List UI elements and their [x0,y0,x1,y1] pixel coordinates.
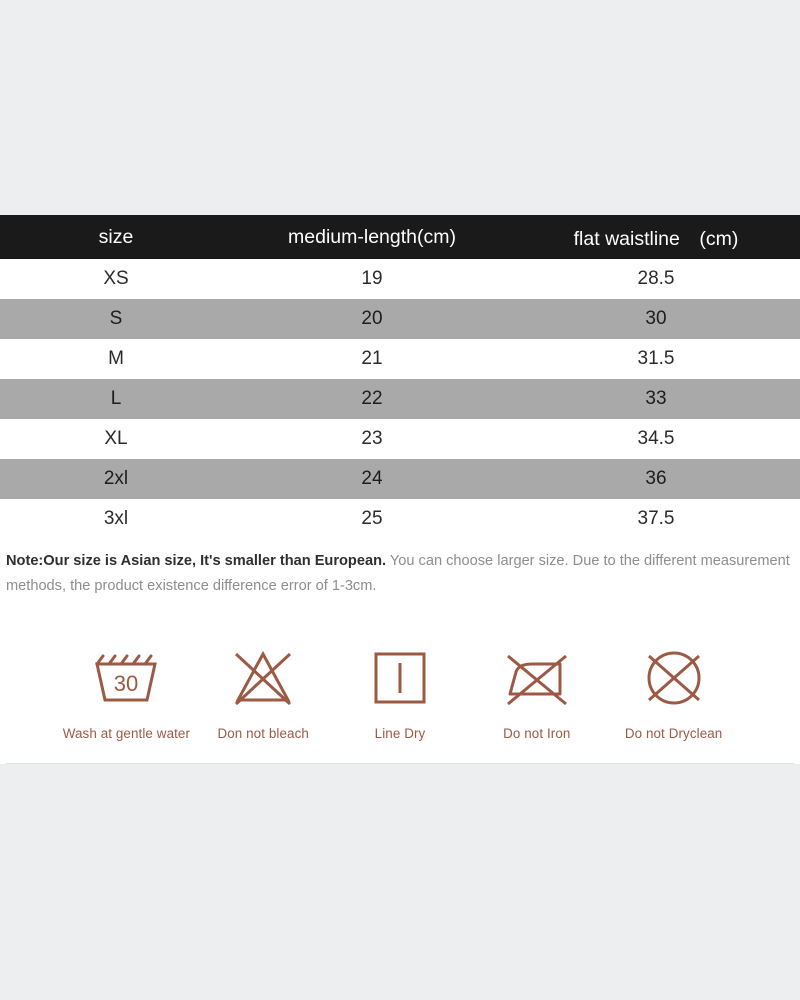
care-item-iron [468,639,605,741]
cell-flat-waistline: 28.5 [512,259,800,299]
table-row [0,339,800,379]
no-bleach-triangle-icon [195,639,332,717]
wash-temp-label: 30 [114,671,139,697]
care-item-line-dry [332,639,469,741]
care-item-dryclean [605,639,742,741]
care-item-wash [58,639,195,741]
size-table-head [0,215,800,259]
care-instructions [0,613,800,741]
column-header-medium-length: medium-length(cm) [232,215,512,259]
table-header-row [0,215,800,259]
care-item-bleach [195,639,332,741]
cell-size: S [0,299,232,339]
column-header-size: size [0,215,232,259]
cell-size: 2xl [0,459,232,499]
cell-medium-length: 24 [232,459,512,499]
care-label-wash: Wash at gentle water [62,726,191,742]
care-label-line-dry: Line Dry [374,726,426,742]
note-rest: You can choose larger size. Due to the different measurement methods, the product existence difference error of 1-3cm. [6,553,790,595]
size-table [0,215,800,539]
cell-flat-waistline: 37.5 [512,499,800,539]
size-chart-card [0,215,800,764]
cell-medium-length: 22 [232,379,512,419]
cell-size: XL [0,419,232,459]
cell-flat-waistline: 33 [512,379,800,419]
cell-flat-waistline: 30 [512,299,800,339]
no-iron-icon [468,639,605,717]
note-emphasis: Our size is Asian size, It's smaller than European. [43,553,387,569]
table-row [0,499,800,539]
no-dryclean-circle-icon [605,639,742,717]
size-table-body [0,259,800,539]
table-row [0,419,800,459]
card-bottom-divider [6,763,794,764]
cell-size: M [0,339,232,379]
size-note [0,539,800,613]
cell-medium-length: 23 [232,419,512,459]
care-bottom-spacer [0,741,800,763]
cell-size: XS [0,259,232,299]
cell-flat-waistline: 36 [512,459,800,499]
cell-flat-waistline: 31.5 [512,339,800,379]
table-row [0,299,800,339]
wash-tub-30-icon [58,639,195,717]
line-dry-square-icon [332,639,469,717]
cell-medium-length: 25 [232,499,512,539]
cell-medium-length: 21 [232,339,512,379]
cell-medium-length: 20 [232,299,512,339]
table-row [0,379,800,419]
care-label-iron: Do not Iron [503,726,571,742]
care-label-dryclean: Do not Dryclean [624,726,723,742]
cell-medium-length: 19 [232,259,512,299]
table-row [0,459,800,499]
note-prefix: Note: [6,553,44,569]
cell-flat-waistline: 34.5 [512,419,800,459]
care-label-bleach: Don not bleach [217,726,309,742]
cell-size: L [0,379,232,419]
table-row [0,259,800,299]
column-header-flat-waistline: flat waistline (cm) [512,215,800,259]
cell-size: 3xl [0,499,232,539]
